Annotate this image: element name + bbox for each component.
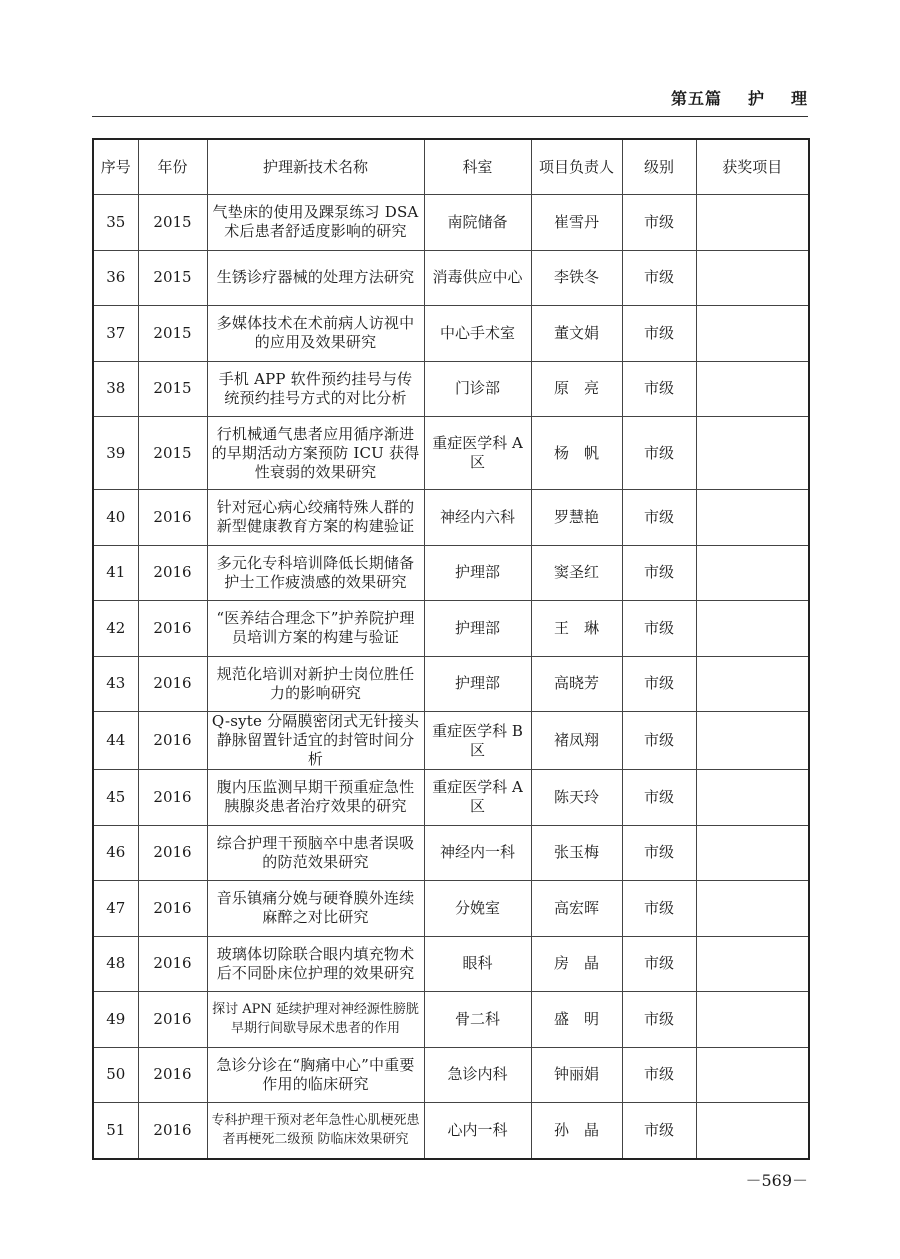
table-body <box>93 195 809 1159</box>
level: 市级 <box>622 825 696 881</box>
project-leader: 王 琳 <box>531 601 622 657</box>
tech-name: 多元化专科培训降低长期储备护士工作疲溃感的效果研究 <box>207 545 424 601</box>
tech-name: 探讨 APN 延续护理对神经源性膀胱早期行间歇导尿术患者的作用 <box>207 992 424 1048</box>
row-year: 2015 <box>138 195 207 251</box>
running-head <box>92 86 808 109</box>
row-year: 2015 <box>138 361 207 417</box>
row-year: 2016 <box>138 545 207 601</box>
col-header-leader: 项目负责人 <box>531 139 622 195</box>
project-leader: 陈天玲 <box>531 770 622 826</box>
row-number: 45 <box>93 770 138 826</box>
department: 骨二科 <box>424 992 531 1048</box>
tech-name: 手机 APP 软件预约挂号与传统预约挂号方式的对比分析 <box>207 361 424 417</box>
part-char-1: 护 <box>747 89 765 108</box>
row-number: 35 <box>93 195 138 251</box>
tech-name: 玻璃体切除联合眼内填充物术后不同卧床位护理的效果研究 <box>207 936 424 992</box>
row-number: 50 <box>93 1047 138 1103</box>
level: 市级 <box>622 992 696 1048</box>
tech-name: 综合护理干预脑卒中患者误吸的防范效果研究 <box>207 825 424 881</box>
table-row <box>93 490 809 546</box>
table-row <box>93 195 809 251</box>
row-number: 40 <box>93 490 138 546</box>
level: 市级 <box>622 712 696 770</box>
section-label: 第五篇 <box>670 89 722 108</box>
row-year: 2015 <box>138 306 207 362</box>
project-leader: 孙 晶 <box>531 1103 622 1159</box>
nursing-tech-table <box>92 138 810 1160</box>
row-number: 37 <box>93 306 138 362</box>
project-leader: 窦圣红 <box>531 545 622 601</box>
level: 市级 <box>622 770 696 826</box>
project-leader: 钟丽娟 <box>531 1047 622 1103</box>
department: 中心手术室 <box>424 306 531 362</box>
tech-name: 行机械通气患者应用循序渐进的早期活动方案预防 ICU 获得性衰弱的效果研究 <box>207 417 424 490</box>
row-year: 2016 <box>138 712 207 770</box>
col-header-level: 级别 <box>622 139 696 195</box>
row-number: 38 <box>93 361 138 417</box>
table-row <box>93 770 809 826</box>
project-leader: 盛 明 <box>531 992 622 1048</box>
award <box>696 1103 809 1159</box>
department: 护理部 <box>424 545 531 601</box>
project-leader: 崔雪丹 <box>531 195 622 251</box>
row-year: 2016 <box>138 881 207 937</box>
row-number: 46 <box>93 825 138 881</box>
department: 神经内一科 <box>424 825 531 881</box>
table-header-row <box>93 139 809 195</box>
table-row <box>93 825 809 881</box>
level: 市级 <box>622 936 696 992</box>
table-row <box>93 250 809 306</box>
tech-name: 规范化培训对新护士岗位胜任力的影响研究 <box>207 656 424 712</box>
row-year: 2015 <box>138 417 207 490</box>
row-year: 2015 <box>138 250 207 306</box>
level: 市级 <box>622 656 696 712</box>
project-leader: 杨 帆 <box>531 417 622 490</box>
part-char-2: 理 <box>790 89 808 108</box>
tech-name: “医养结合理念下”护养院护理员培训方案的构建与验证 <box>207 601 424 657</box>
level: 市级 <box>622 490 696 546</box>
award <box>696 656 809 712</box>
row-year: 2016 <box>138 825 207 881</box>
award <box>696 770 809 826</box>
page-number: －569－ <box>745 1171 808 1190</box>
row-number: 51 <box>93 1103 138 1159</box>
department: 心内一科 <box>424 1103 531 1159</box>
row-year: 2016 <box>138 1103 207 1159</box>
project-leader: 董文娟 <box>531 306 622 362</box>
tech-name: 多媒体技术在术前病人访视中的应用及效果研究 <box>207 306 424 362</box>
row-number: 48 <box>93 936 138 992</box>
level: 市级 <box>622 881 696 937</box>
project-leader: 原 亮 <box>531 361 622 417</box>
project-leader: 张玉梅 <box>531 825 622 881</box>
department: 消毒供应中心 <box>424 250 531 306</box>
table-row <box>93 881 809 937</box>
table-row <box>93 992 809 1048</box>
department: 急诊内科 <box>424 1047 531 1103</box>
tech-name: 腹内压监测早期干预重症急性胰腺炎患者治疗效果的研究 <box>207 770 424 826</box>
table-row <box>93 656 809 712</box>
row-year: 2016 <box>138 770 207 826</box>
row-number: 44 <box>93 712 138 770</box>
project-leader: 高宏晖 <box>531 881 622 937</box>
award <box>696 825 809 881</box>
award <box>696 306 809 362</box>
row-year: 2016 <box>138 1047 207 1103</box>
row-number: 42 <box>93 601 138 657</box>
department: 护理部 <box>424 601 531 657</box>
table-row <box>93 361 809 417</box>
level: 市级 <box>622 601 696 657</box>
table-row <box>93 1103 809 1159</box>
tech-name: Q-syte 分隔膜密闭式无针接头静脉留置针适宜的封管时间分析 <box>207 712 424 770</box>
project-leader: 李铁冬 <box>531 250 622 306</box>
award <box>696 1047 809 1103</box>
award <box>696 361 809 417</box>
row-number: 39 <box>93 417 138 490</box>
table-row <box>93 306 809 362</box>
department: 眼科 <box>424 936 531 992</box>
table-row <box>93 712 809 770</box>
project-leader: 褚凤翔 <box>531 712 622 770</box>
row-number: 41 <box>93 545 138 601</box>
project-leader: 高晓芳 <box>531 656 622 712</box>
award <box>696 992 809 1048</box>
level: 市级 <box>622 195 696 251</box>
award <box>696 195 809 251</box>
col-header-dept: 科室 <box>424 139 531 195</box>
row-number: 36 <box>93 250 138 306</box>
award <box>696 545 809 601</box>
row-year: 2016 <box>138 601 207 657</box>
award <box>696 881 809 937</box>
table-row <box>93 1047 809 1103</box>
award <box>696 417 809 490</box>
row-year: 2016 <box>138 656 207 712</box>
level: 市级 <box>622 1047 696 1103</box>
tech-name: 急诊分诊在“胸痛中心”中重要作用的临床研究 <box>207 1047 424 1103</box>
department: 重症医学科 A 区 <box>424 417 531 490</box>
tech-name: 气垫床的使用及踝泵练习 DSA 术后患者舒适度影响的研究 <box>207 195 424 251</box>
project-leader: 房 晶 <box>531 936 622 992</box>
department: 门诊部 <box>424 361 531 417</box>
award <box>696 490 809 546</box>
level: 市级 <box>622 250 696 306</box>
row-number: 49 <box>93 992 138 1048</box>
tech-name: 专科护理干预对老年急性心肌梗死患者再梗死二级预 防临床效果研究 <box>207 1103 424 1159</box>
table-row <box>93 601 809 657</box>
department: 神经内六科 <box>424 490 531 546</box>
tech-name: 针对冠心病心绞痛特殊人群的新型健康教育方案的构建验证 <box>207 490 424 546</box>
level: 市级 <box>622 306 696 362</box>
level: 市级 <box>622 1103 696 1159</box>
award <box>696 601 809 657</box>
col-header-name: 护理新技术名称 <box>207 139 424 195</box>
row-year: 2016 <box>138 992 207 1048</box>
row-number: 43 <box>93 656 138 712</box>
row-number: 47 <box>93 881 138 937</box>
header-rule <box>92 116 808 117</box>
department: 分娩室 <box>424 881 531 937</box>
level: 市级 <box>622 361 696 417</box>
project-leader: 罗慧艳 <box>531 490 622 546</box>
col-header-award: 获奖项目 <box>696 139 809 195</box>
col-header-year: 年份 <box>138 139 207 195</box>
department: 重症医学科 A 区 <box>424 770 531 826</box>
table-row <box>93 936 809 992</box>
award <box>696 712 809 770</box>
department: 重症医学科 B 区 <box>424 712 531 770</box>
row-year: 2016 <box>138 490 207 546</box>
award <box>696 936 809 992</box>
tech-name: 生锈诊疗器械的处理方法研究 <box>207 250 424 306</box>
tech-name: 音乐镇痛分娩与硬脊膜外连续麻醉之对比研究 <box>207 881 424 937</box>
level: 市级 <box>622 545 696 601</box>
level: 市级 <box>622 417 696 490</box>
department: 南院储备 <box>424 195 531 251</box>
table-row <box>93 545 809 601</box>
row-year: 2016 <box>138 936 207 992</box>
col-header-no: 序号 <box>93 139 138 195</box>
department: 护理部 <box>424 656 531 712</box>
table-row <box>93 417 809 490</box>
award <box>696 250 809 306</box>
